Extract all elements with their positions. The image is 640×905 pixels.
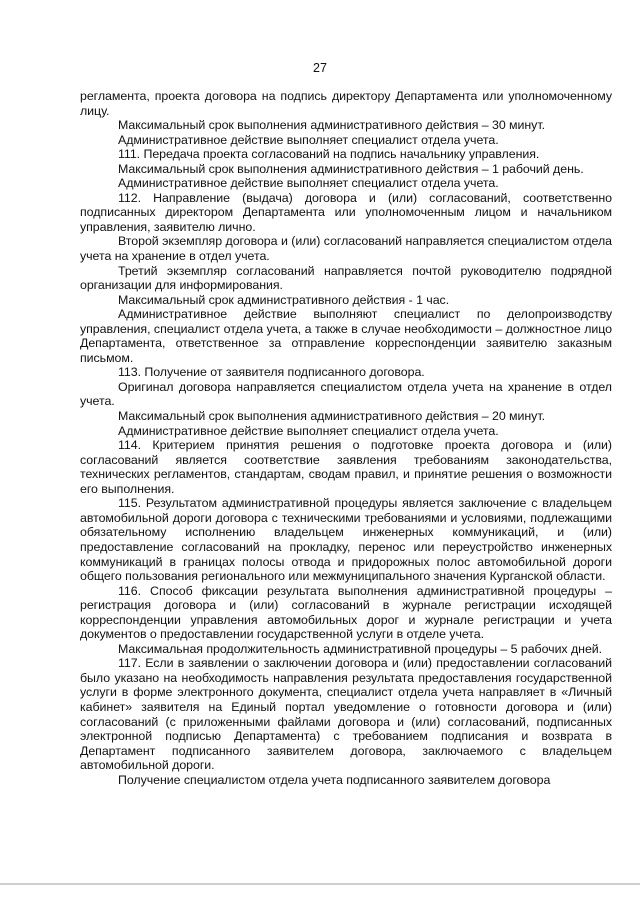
document-body <box>80 89 612 787</box>
paragraph: Административное действие выполняют специалист по делопроизводству управления, специалист отдела учета, а также в случае необходимости – должностное лицо Департамента, ответственное за отправление корреспонденции заявителю заказным письмом. <box>80 307 612 365</box>
paragraph-item-111: 111. Передача проекта согласований на подпись начальнику управления. <box>118 147 540 162</box>
paragraph: Второй экземпляр договора и (или) согласований направляется специалистом отдела учета на хранение в отдел учета. <box>80 234 612 264</box>
paragraph: Получение специалистом отдела учета подписанного заявителем договора <box>118 772 551 787</box>
paragraph-item-112: 112. Направление (выдача) договора и (или) согласований, соответственно подписанных директором Департамента или уполномоченным лицом и начальником управления, заявителю лично. <box>80 190 612 234</box>
paragraph-item-117: 117. Если в заявлении о заключении договора и (или) предоставлении согласований было указано на необходимость направления результата предоставления государственной услуги в форме электронного документа, специалист отдела учета направляет в «Личный кабинет» заявителя на Единый портал уведомление о готовности договора и (или) согласований (с приложенными файлами договора и (или) согласований, подписанных электронной подписью Департамента) с требованием подписания и возврата в Департамент подписанного заявителем договора, заключаемого с владельцем автомобильной дороги. <box>80 656 612 773</box>
paragraph: Оригинал договора направляется специалистом отдела учета на хранение в отдел учета. <box>80 379 612 409</box>
paragraph: Третий экземпляр согласований направляется почтой руководителю подрядной организации для информирования. <box>80 263 612 293</box>
paragraph-continuation: регламента, проекта договора на подпись директору Департамента или уполномоченному лицу. <box>80 89 612 118</box>
paragraph: Административное действие выполняет специалист отдела учета. <box>118 176 499 191</box>
paragraph-item-116: 116. Способ фиксации результата выполнения административной процедуры – регистрация договора и (или) согласований в журнале регистрации исходящей корреспонденции управления автомобильных дорог и журнале регистрации и учета документов о предоставлении государственной услуги в отделе учета. <box>80 583 612 642</box>
paragraph: Максимальный срок выполнения административного действия – 30 минут. <box>118 118 545 133</box>
page-edge-divider <box>0 883 640 885</box>
paragraph-item-114: 114. Критерием принятия решения о подготовке проекта договора и (или) согласований является соответствие заявления требованиям законодательства, технических регламентов, стандартам, сводам правил, и принятие решения о возможности его выполнения. <box>80 438 612 496</box>
paragraph: Административное действие выполняет специалист отдела учета. <box>118 132 499 147</box>
paragraph: Максимальный срок выполнения административного действия – 1 рабочий день. <box>118 161 584 176</box>
page-number: 27 <box>313 61 327 75</box>
paragraph-item-113: 113. Получение от заявителя подписанного договора. <box>118 365 425 380</box>
paragraph: Максимальный срок выполнения административного действия – 20 минут. <box>118 409 545 424</box>
paragraph: Максимальный срок административного действия - 1 час. <box>118 292 450 307</box>
paragraph: Административное действие выполняет специалист отдела учета. <box>118 423 499 438</box>
paragraph-item-115: 115. Результатом административной процедуры является заключение с владельцем автомобильной дороги договора с техническими требованиями и условиями, подлежащими обязательному исполнению владельцем инженерных коммуникаций, и (или) предоставление согласований на прокладку, перенос или переустройство инженерных коммуникаций в границах полосы отвода и придорожных полос автомобильной дороги общего пользования регионального или межмуниципального значения Курганской области. <box>80 496 612 584</box>
paragraph: Максимальная продолжительность административной процедуры – 5 рабочих дней. <box>118 641 603 656</box>
